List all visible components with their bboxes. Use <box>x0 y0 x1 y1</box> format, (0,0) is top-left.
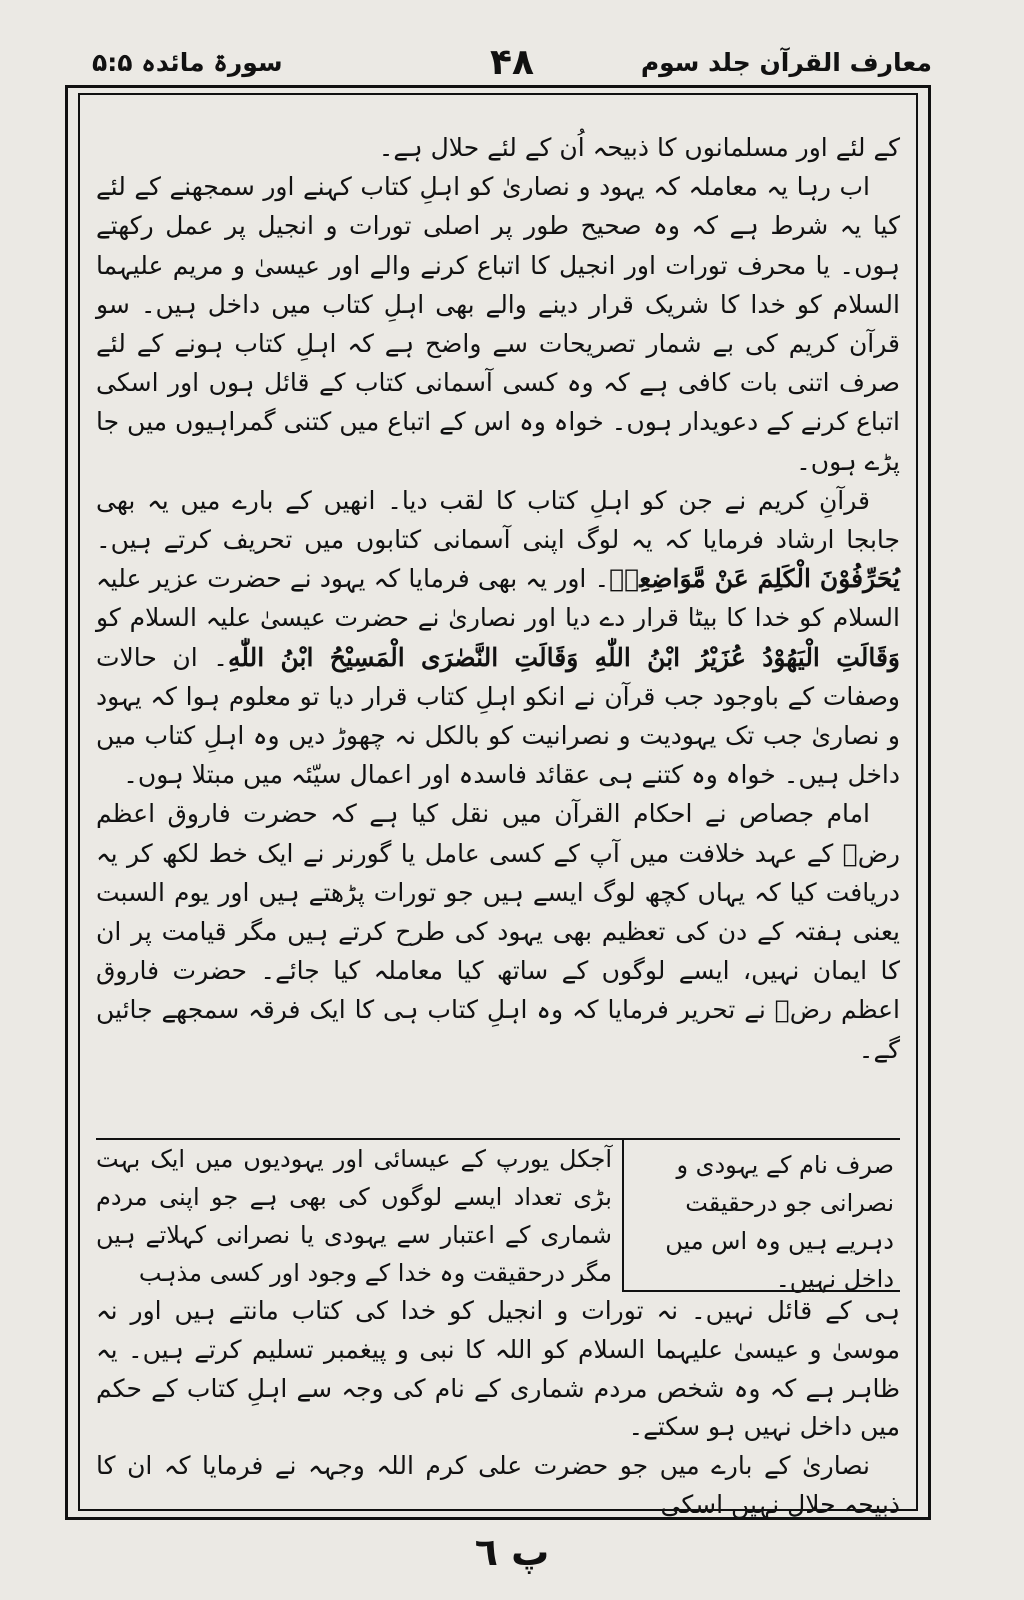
paragraph-4-rest: ہی کے قائل نہیں۔ نہ تورات و انجیل کو خدا کی کتاب مانتے ہیں اور نہ موسیٰ و عیسیٰ علیہما السلام کو اللہ کا نبی و پیغمبر تسلیم کرتے ہیں۔ یہ ظاہر ہے کہ وہ شخص مردم شماری کے نام کی وجہ سے اہلِ کتاب کے حکم میں داخل نہیں ہو سکتے۔ <box>96 1296 900 1442</box>
paragraph-5: نصاریٰ کے بارے میں جو حضرت علی کرم اللہ وجہہ نے فرمایا کہ ان کا ذبیحہ حلال نہیں اسکی <box>96 1451 900 1519</box>
para-marker: پ ٦ <box>474 1530 550 1574</box>
book-title: معارف القرآن جلد سوم <box>640 48 932 77</box>
paragraph-2-start: قرآنِ کریم نے جن کو اہلِ کتاب کا لقب دیا۔ انھیں کے بارے میں یہ بھی جابجا ارشاد فرمایا کہ یہ لوگ اپنی آسمانی کتابوں میں تحریف کرتے ہیں۔ <box>96 485 900 555</box>
boxed-section <box>96 1140 900 1292</box>
quran-verse-2: وَقَالَتِ الْيَهُوْدُ عُزَيْرُ ابْنُ اللّٰهِ وَقَالَتِ النَّصٰرَى الْمَسِيْحُ ابْنُ اللّٰهِ <box>227 642 900 672</box>
surah-reference: سورۃ مائدہ ۵:۵ <box>92 48 283 77</box>
paragraph-4-boxed: آجکل یورپ کے عیسائی اور یہودیوں میں ایک بہت بڑی تعداد ایسے لوگوں کی بھی ہے جو اپنی مردم شماری کے اعتبار سے یہودی یا نصرانی کہلاتے ہیں مگر درحقیقت وہ خدا کے وجود اور کسی مذہب <box>96 1145 612 1287</box>
opening-line: کے لئے اور مسلمانوں کا ذبیحہ اُن کے لئے حلال ہے۔ <box>378 133 900 162</box>
paragraph-2-end: ۔ ان حالات وصفات کے باوجود جب قرآن نے انکو اہلِ کتاب قرار دیا تو معلوم ہوا کہ یہود و نصاریٰ جب تک یہودیت و نصرانیت کو بالکل نہ چھوڑ دیں وہ اہلِ کتاب میں داخل ہیں۔ خواہ وہ کتنے ہی عقائد فاسدہ اور اعمال سیّئہ میں مبتلا ہوں۔ <box>96 642 900 790</box>
paragraph-2 <box>96 481 900 795</box>
main-text-continued <box>96 1292 900 1525</box>
paragraph-3: امام جصاص نے احکام القرآن میں نقل کیا ہے کہ حضرت فاروق اعظم رضؓ کے عہد خلافت میں آپ کے کسی عامل یا گورنر نے ایک خط لکھ کر یہ دریافت کیا کہ یہاں کچھ لوگ ایسے ہیں جو تورات پڑھتے ہیں اور یوم السبت یعنی ہفتہ کے دن کی تعظیم بھی یہود کی طرح کرتے ہیں مگر قیامت پر ان کا ایمان نہیں، ایسے لوگوں کے ساتھ کیا معاملہ کیا جائے۔ حضرت فاروق اعظم رضؓ نے تحریر فرمایا کہ وہ اہلِ کتاب ہی کا ایک فرقہ سمجھے جائیں گے۔ <box>96 799 900 1064</box>
side-note: صرف نام کے یہودی و نصرانی جو درحقیقت دہریے ہیں وہ اس میں داخل نہیں۔ <box>622 1140 900 1292</box>
quran-verse-1: یُحَرِّفُوْنَ الْكَلِمَ عَنْ مَّوَاضِعِهٖ <box>609 564 900 594</box>
main-text <box>96 128 900 1069</box>
page-number: ۴۸ <box>490 42 534 83</box>
paragraph-1: اب رہا یہ معاملہ کہ یہود و نصاریٰ کو اہلِ کتاب کہنے اور سمجھنے کے لئے کیا یہ شرط ہے کہ وہ صحیح طور پر اصلی تورات و انجیل پر عمل رکھتے ہوں۔ یا محرف تورات اور انجیل کا اتباع کرنے والے اور عیسیٰ و مریم علیہما السلام کو خدا کا شریک قرار دینے والے بھی اہلِ کتاب میں داخل ہیں۔ سو قرآن کریم کی بے شمار تصریحات سے واضح ہے کہ اہلِ کتاب ہونے کے لئے صرف اتنی بات کافی ہے کہ وہ کسی آسمانی کتاب کے قائل ہوں اور اسکی اتباع کرنے کے دعویدار ہوں۔ خواہ وہ اس کے اتباع میں کتنی گمراہیوں میں جا پڑے ہوں۔ <box>96 172 900 476</box>
paragraph-2-mid: ۔ اور یہ بھی فرمایا کہ یہود نے حضرت عزیر علیہ السلام کو خدا کا بیٹا قرار دے دیا اور نصاریٰ نے حضرت عیسیٰ علیہ السلام کو <box>96 564 900 633</box>
